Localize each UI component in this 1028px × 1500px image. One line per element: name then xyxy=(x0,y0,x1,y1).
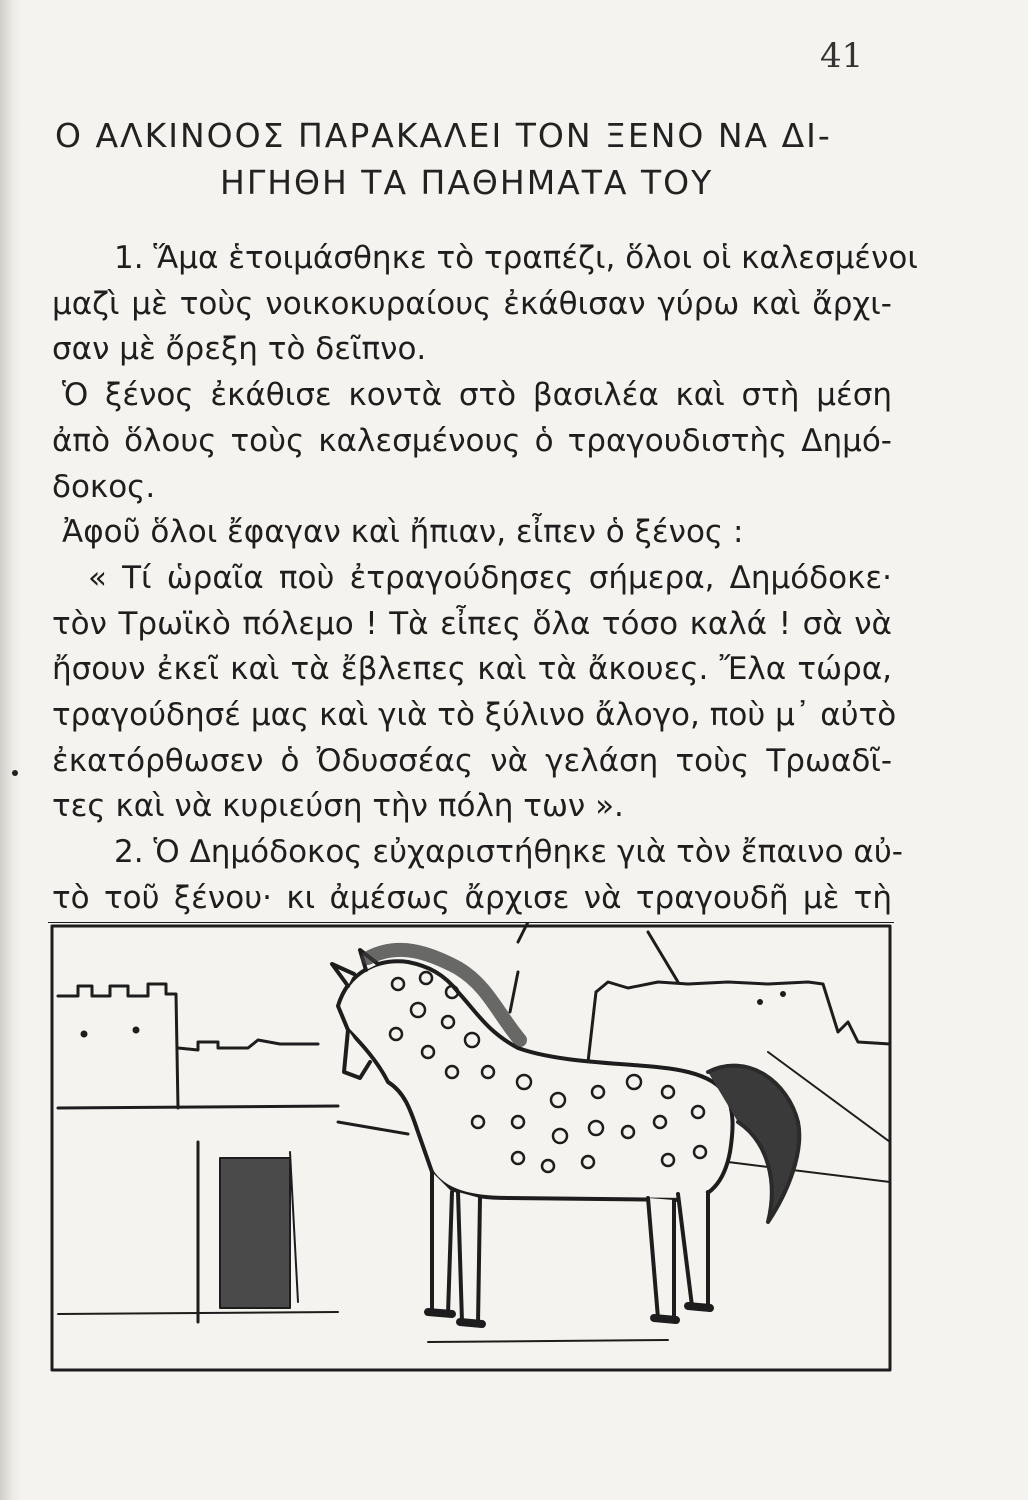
gate xyxy=(220,1158,290,1308)
text-line: Ἀφοῦ ὅλοι ἔφαγαν καὶ ἤπιαν, εἶπεν ὁ ξένος : xyxy=(62,514,744,551)
text-line: ἀπὸ ὅλους τοὺς καλεσμένους ὁ τραγουδιστὴς Δημό- xyxy=(52,422,892,459)
horse xyxy=(332,950,799,1324)
margin-dot xyxy=(12,770,18,776)
text-line: τραγούδησέ μας καὶ γιὰ τὸ ξύλινο ἄλογο, ποὺ μ᾽ αὐτὸ xyxy=(52,697,897,734)
text-line: 2. Ὁ Δημόδοκος εὐχαριστήθηκε γιὰ τὸν ἔπαινο αὐ- xyxy=(114,834,903,871)
middle-wall xyxy=(178,1040,318,1050)
page-number: 41 xyxy=(820,36,864,76)
text-line: « Τί ὡραῖα ποὺ ἐτραγούδησες σήμερα, Δημόδοκε· xyxy=(88,559,892,596)
chapter-title-line-1: Ο ΑΛΚΙΝΟΟΣ ΠΑΡΑΚΑΛΕΙ ΤΟΝ ΞΕΝΟ ΝΑ ΔΙ- xyxy=(55,116,832,155)
text-line: δοκος. xyxy=(52,468,156,505)
text-line: 1. Ἅμα ἑτοιμάσθηκε τὸ τραπέζι, ὅλοι οἱ καλεσμένοι xyxy=(114,240,918,276)
wooden-horse-illustration xyxy=(48,922,894,1374)
text-line: Ὁ ξένος ἐκάθισε κοντὰ στὸ βασιλέα καὶ στὴ μέση xyxy=(62,377,892,414)
text-line: τες καὶ νὰ κυριεύση τὴν πόλη των ». xyxy=(52,788,624,825)
text-line: τὸ τοῦ ξένου· κι ἀμέσως ἄρχισε νὰ τραγουδῆ μὲ τὴ xyxy=(52,879,892,916)
text-line: μαζὶ μὲ τοὺς νοικοκυραίους ἐκάθισαν γύρω καὶ ἄρχι- xyxy=(52,285,892,322)
body-text xyxy=(52,236,918,922)
right-tower xyxy=(596,982,890,1044)
chapter-title xyxy=(55,112,905,206)
chapter-title-line-2: ΗΓΗΘΗ ΤΑ ΠΑΘΗΜΑΤΑ ΤΟΥ xyxy=(220,163,714,202)
text-line: ἐκατόρθωσεν ὁ Ὀδυσσέας νὰ γελάση τοὺς Τρωαδῖ- xyxy=(52,742,892,779)
left-wall xyxy=(58,984,178,1108)
text-line: ἤσουν ἐκεῖ καὶ τὰ ἔβλεπες καὶ τὰ ἄκουες. Ἔλα τώρα, xyxy=(52,651,892,688)
text-line: σαν μὲ ὄρεξη τὸ δεῖπνο. xyxy=(52,331,427,368)
binding-edge xyxy=(0,0,22,1500)
text-line: τὸν Τρωϊκὸ πόλεμο ! Τὰ εἶπες ὅλα τόσο καλά ! σὰ νὰ xyxy=(52,605,892,642)
